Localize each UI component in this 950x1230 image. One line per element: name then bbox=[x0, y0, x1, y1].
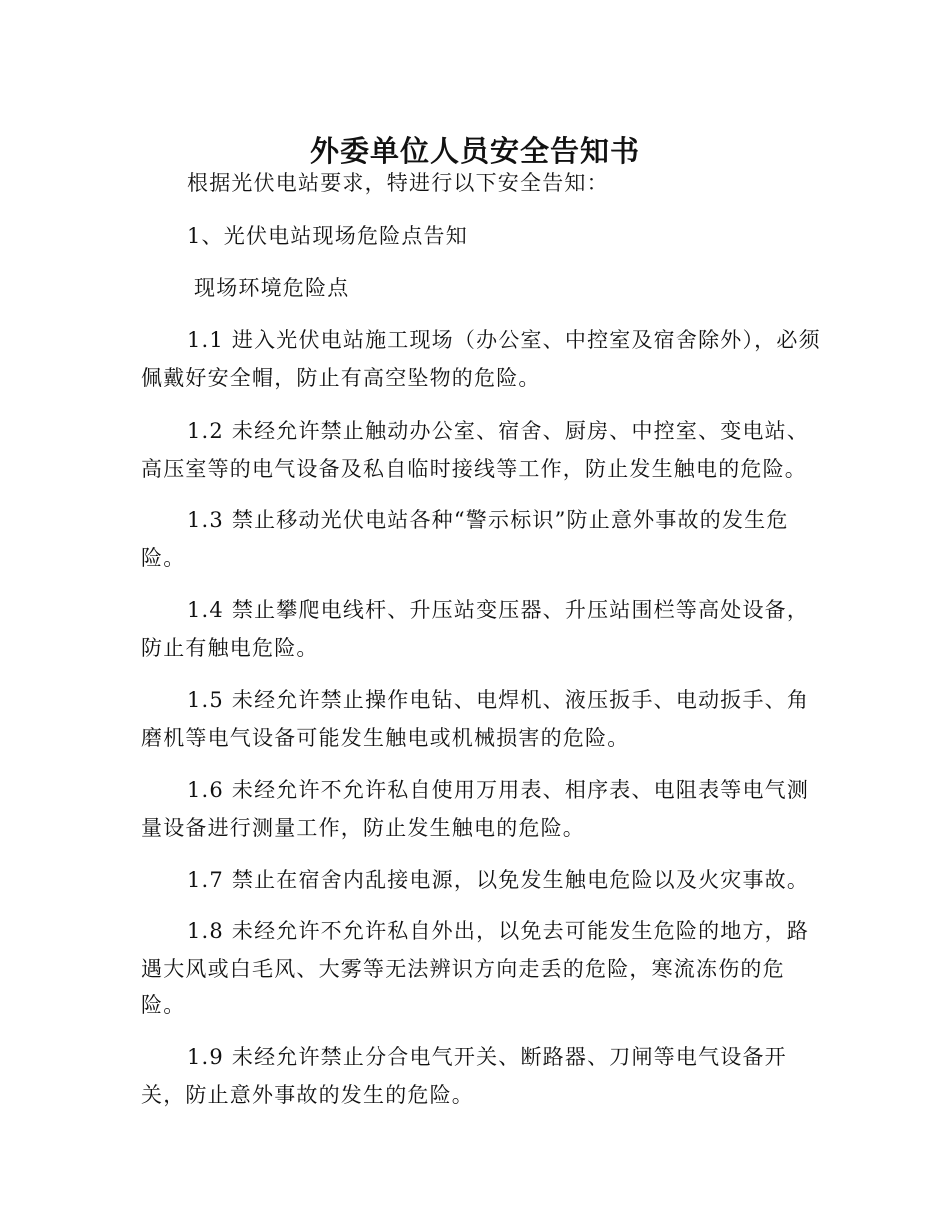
item-1-2-line-1: 1.2 未经允许禁止触动办公室、宿舍、厨房、中控室、变电站、 bbox=[187, 419, 810, 443]
item-1-9-line-2: 关，防止意外事故的发生的危险。 bbox=[141, 1083, 474, 1107]
item-1-7-line-1: 1.7 禁止在宿舍内乱接电源，以免发生触电危险以及火灾事故。 bbox=[187, 868, 810, 892]
item-1-3-line-2: 险。 bbox=[141, 546, 186, 570]
section-heading: 1、光伏电站现场危险点告知 bbox=[187, 224, 468, 248]
item-1-8-line-1: 1.8 未经允许不允许私自外出，以免去可能发生危险的地方，路 bbox=[187, 919, 810, 943]
item-1-1-line-1: 1.1 进入光伏电站施工现场（办公室、中控室及宿舍除外），必须 bbox=[187, 328, 821, 352]
subheading: 现场环境危险点 bbox=[194, 276, 350, 300]
document-title: 外委单位人员安全告知书 bbox=[309, 134, 640, 169]
item-1-3-line-1: 1.3 禁止移动光伏电站各种“警示标识”防止意外事故的发生危 bbox=[187, 508, 789, 532]
item-1-5-line-1: 1.5 未经允许禁止操作电钻、电焊机、液压扳手、电动扳手、角 bbox=[187, 688, 810, 712]
item-1-6-line-2: 量设备进行测量工作，防止发生触电的危险。 bbox=[141, 816, 585, 840]
item-1-4-line-2: 防止有触电危险。 bbox=[141, 636, 319, 660]
item-1-5-line-2: 磨机等电气设备可能发生触电或机械损害的危险。 bbox=[141, 726, 630, 750]
item-1-8-line-2: 遇大风或白毛风、大雾等无法辨识方向走丢的危险，寒流冻伤的危 bbox=[141, 957, 785, 981]
item-1-1-line-2: 佩戴好安全帽，防止有高空坠物的危险。 bbox=[141, 366, 541, 390]
item-1-2-line-2: 高压室等的电气设备及私自临时接线等工作，防止发生触电的危险。 bbox=[141, 457, 807, 481]
item-1-4-line-1: 1.4 禁止攀爬电线杆、升压站变压器、升压站围栏等高处设备， bbox=[187, 598, 810, 622]
item-1-9-line-1: 1.9 未经允许禁止分合电气开关、断路器、刀闸等电气设备开 bbox=[187, 1045, 787, 1069]
item-1-6-line-1: 1.6 未经允许不允许私自使用万用表、相序表、电阻表等电气测 bbox=[187, 778, 810, 802]
intro-text: 根据光伏电站要求，特进行以下安全告知： bbox=[187, 171, 609, 195]
item-1-8-line-3: 险。 bbox=[141, 993, 186, 1017]
